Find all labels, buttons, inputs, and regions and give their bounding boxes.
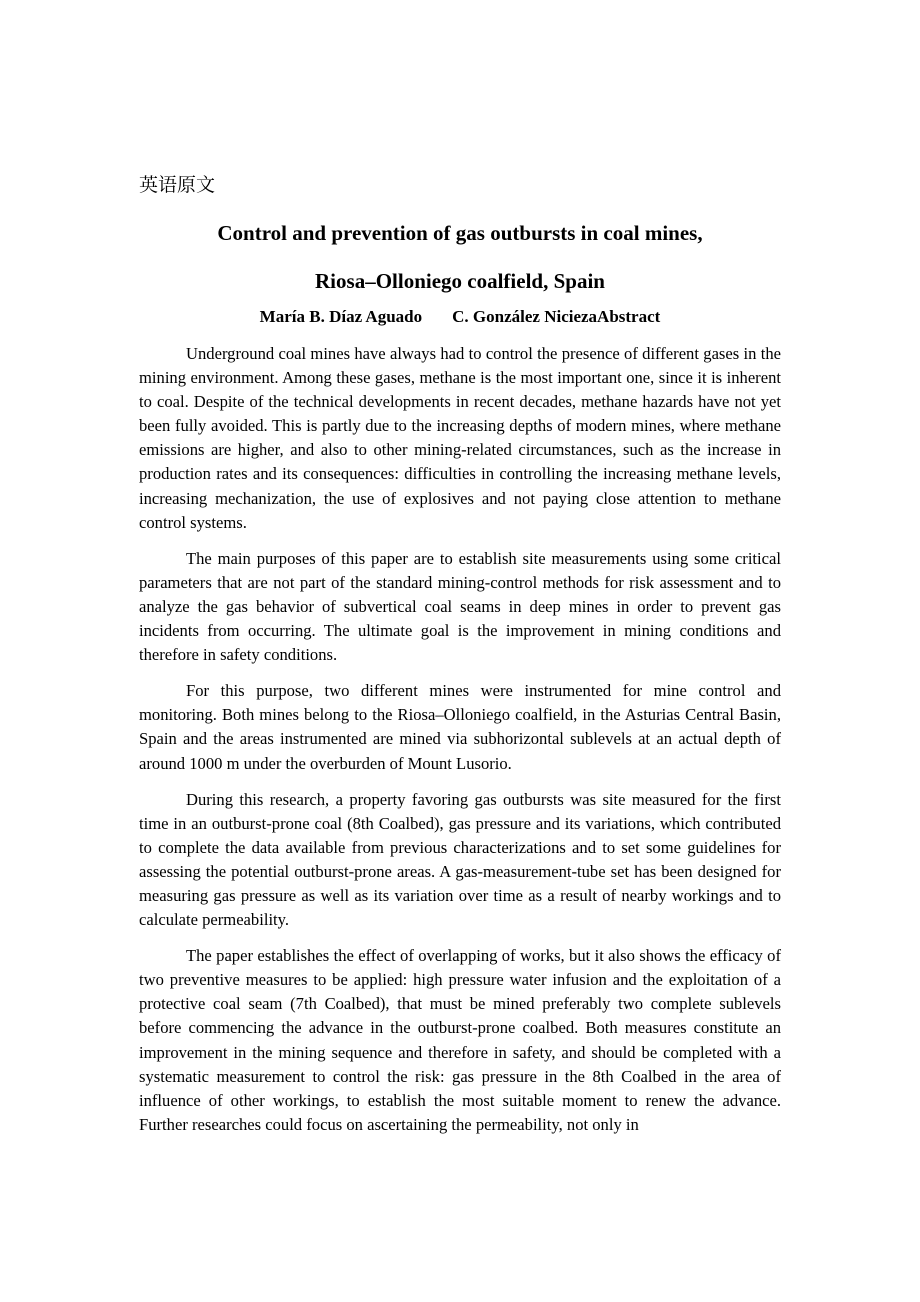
- author-1: María B. Díaz Aguado: [259, 307, 423, 326]
- paragraph-4: During this research, a property favoring gas outbursts was site measured for the first time in an outburst-prone coal (8th Coalbed), gas pressure and its variations, which contributed to complete the data available from previous characterizations and to set some guidelines for assessing the potential outburst-prone areas. A gas-measurement-tube set has been designed for measuring gas pressure as well as its variation over time as a result of nearby workings and to calculate permeability.: [139, 789, 781, 930]
- paper-title-line-2: Riosa–Olloniego coalfield, Spain: [315, 269, 605, 293]
- paragraph-2: The main purposes of this paper are to establish site measurements using some critical parameters that are not part of the standard mining-control methods for risk assessment and to analyze the gas behavior of subvertical coal seams in deep mines in order to prevent gas incidents from occurring. The ultimate goal is the improvement in mining conditions and therefore in safety conditions.: [139, 548, 781, 665]
- paragraph-3: For this purpose, two different mines were instrumented for mine control and monitoring. Both mines belong to the Riosa–Olloniego coalfield, in the Asturias Central Basin, Spain and the areas instrumented are mined via subhorizontal sublevels at an actual depth of around 1000 m under the overburden of Mount Lusorio.: [139, 681, 781, 773]
- author-2-and-abstract-label: C. González NiciezaAbstract: [452, 307, 661, 326]
- author-line: [139, 306, 781, 328]
- paragraph-5: The paper establishes the effect of overlapping of works, but it also shows the efficacy of two preventive measures to be applied: high pressure water infusion and the exploitation of a protective coal seam (7th Coalbed), that must be mined preferably two complete sublevels before commencing the advance in the outburst-prone coalbed. Both measures constitute an improvement in the mining sequence and therefore in safety, and should be completed with a systematic measurement to control the risk: gas pressure in the 8th Coalbed in the area of influence of other workings, to establish the most suitable moment to renew the advance. Further researches could focus on ascertaining the permeability, not only in: [139, 946, 781, 1134]
- paper-title-line-1: Control and prevention of gas outbursts in coal mines,: [217, 221, 703, 245]
- paragraph-1: Underground coal mines have always had to control the presence of different gases in the mining environment. Among these gases, methane is the most important one, since it is inherent to coal. Despite of the technical developments in recent decades, methane hazards have not yet been fully avoided. This is partly due to the increasing depths of modern mines, where methane emissions are higher, and also to other mining-related circumstances, such as the increase in production rates and its consequences: difficulties in controlling the increasing methane levels, increasing mechanization, the use of explosives and not paying close attention to methane control systems.: [139, 344, 781, 532]
- section-heading: 英语原文: [139, 174, 216, 196]
- abstract-body: [139, 342, 781, 1149]
